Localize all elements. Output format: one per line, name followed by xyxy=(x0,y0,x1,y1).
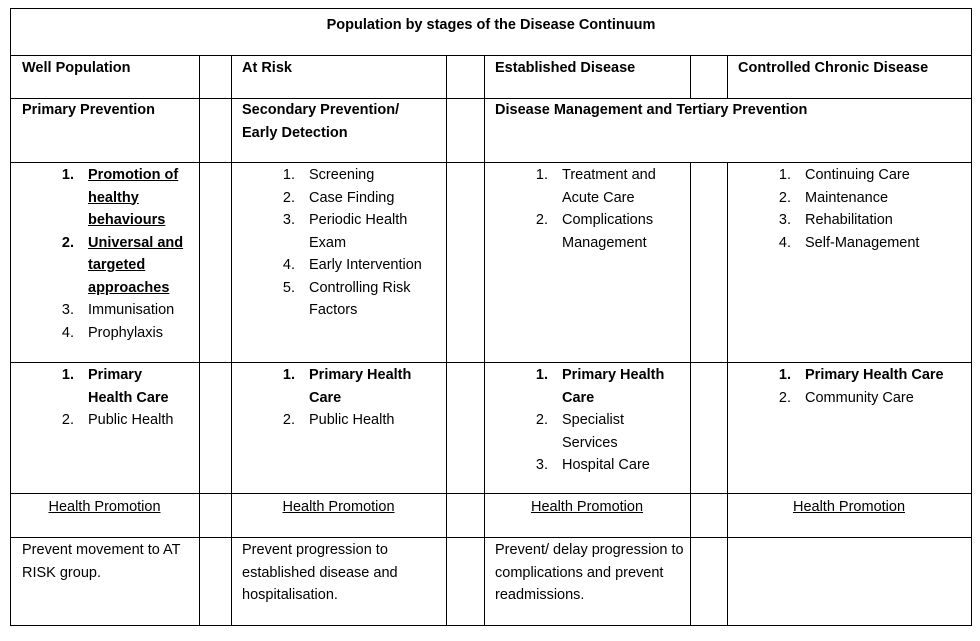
rule-promotion-bottom xyxy=(10,537,972,538)
list-item: 5. Controlling Risk Factors xyxy=(282,279,411,318)
care-list-established xyxy=(528,364,688,477)
list-item: 1. Screening xyxy=(282,167,375,183)
care-list-controlled xyxy=(771,364,966,409)
stage-header-at-risk: At Risk xyxy=(242,60,292,76)
list-item: 3. Hospital Care xyxy=(535,457,650,473)
list-item: 3. Immunisation xyxy=(61,302,175,318)
list-item: 3. Rehabilitation xyxy=(778,212,893,228)
prevention-header-tertiary: Disease Management and Tertiary Prevention xyxy=(495,102,808,118)
list-item: 4. Self-Management xyxy=(778,234,920,251)
health-promotion-at-risk: Health Promotion xyxy=(282,499,395,515)
list-item: 2. Complications Management xyxy=(535,212,654,251)
list-item: 1. Primary Health Care xyxy=(61,367,169,406)
health-promotion-established: Health Promotion xyxy=(530,499,644,515)
prevention-header-primary: Primary Prevention xyxy=(22,102,155,118)
goal-well: Prevent movement to AT RISK group. xyxy=(22,542,181,581)
list-item: 2. Specialist Services xyxy=(535,412,625,451)
rule-gap3-right-a xyxy=(727,55,728,99)
activities-list-well xyxy=(54,164,189,344)
rule-gap2-left xyxy=(446,55,447,626)
rule-top xyxy=(10,8,972,9)
rule-gap2-right xyxy=(484,55,485,626)
list-item: 1. Continuing Care xyxy=(778,167,910,183)
rule-gap1-right xyxy=(231,55,232,626)
list-item: 1. Primary Health Care xyxy=(535,367,665,406)
list-item: 1. Promotion of healthy behaviours xyxy=(61,167,179,228)
health-promotion-controlled: Health Promotion xyxy=(792,499,906,515)
rule-gap3-left-a xyxy=(690,55,691,99)
rule-gap1-left xyxy=(199,55,200,626)
rule-activities-bottom xyxy=(10,362,972,363)
prevention-header-secondary: Secondary Prevention/ Early Detection xyxy=(242,102,400,141)
care-list-at-risk xyxy=(275,364,440,432)
rule-title-bottom xyxy=(10,55,972,56)
table-title: Population by stages of the Disease Continuum xyxy=(326,17,656,33)
stage-header-controlled: Controlled Chronic Disease xyxy=(738,60,929,76)
stage-header-established: Established Disease xyxy=(495,60,636,76)
list-item: 2. Universal and targeted approaches xyxy=(61,234,184,296)
list-item: 4. Early Intervention xyxy=(282,257,422,273)
list-item: 3. Periodic Health Exam xyxy=(282,212,408,251)
care-list-well xyxy=(54,364,189,432)
list-item: 2. Public Health xyxy=(282,412,395,428)
goal-established: Prevent/ delay progression to complications and prevent readmissions. xyxy=(495,542,684,603)
activities-list-controlled xyxy=(771,164,966,254)
health-promotion-well: Health Promotion xyxy=(48,499,161,515)
rule-prevention-bottom xyxy=(10,162,972,163)
rule-right xyxy=(971,8,972,626)
list-item: 1. Treatment and Acute Care xyxy=(535,167,656,206)
list-item: 2. Case Finding xyxy=(282,189,395,206)
rule-left xyxy=(10,8,11,626)
list-item: 2. Public Health xyxy=(61,412,174,428)
rule-care-bottom xyxy=(10,493,972,494)
list-item: 2. Maintenance xyxy=(778,189,889,206)
goal-at-risk: Prevent progression to established disease and hospitalisation. xyxy=(242,542,398,603)
rule-gap3-left-b xyxy=(690,162,691,626)
rule-bottom xyxy=(10,625,972,626)
list-item: 1. Primary Health Care xyxy=(282,367,412,406)
rule-gap3-right-b xyxy=(727,162,728,626)
activities-list-at-risk xyxy=(275,164,445,322)
activities-list-established xyxy=(528,164,688,254)
list-item: 2. Community Care xyxy=(778,389,914,406)
stage-header-well: Well Population xyxy=(22,60,131,76)
list-item: 4. Prophylaxis xyxy=(61,324,163,341)
list-item: 1. Primary Health Care xyxy=(778,367,944,383)
